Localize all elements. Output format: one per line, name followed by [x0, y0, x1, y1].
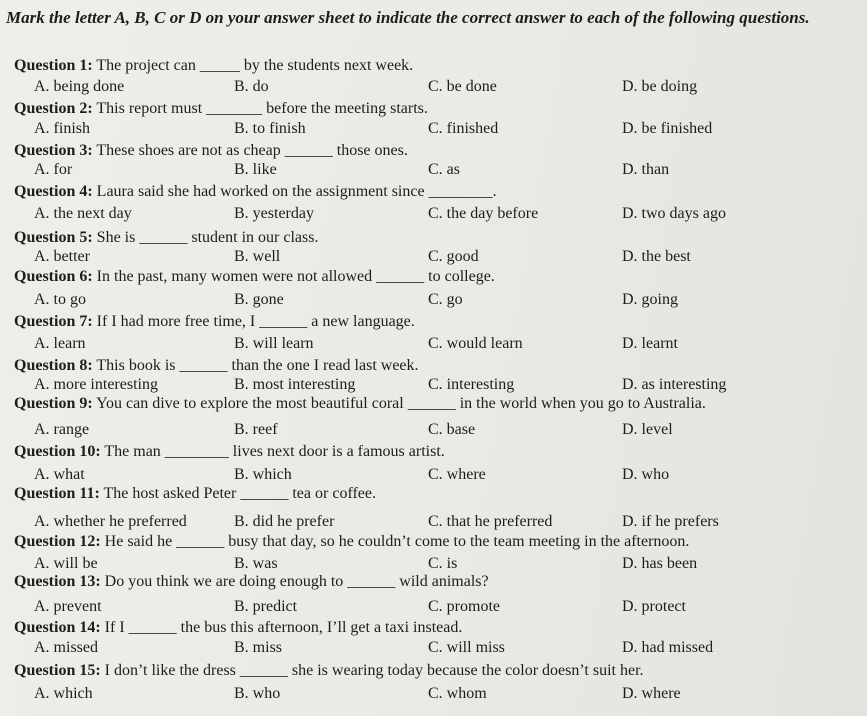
- question-10-option-c[interactable]: C. where: [428, 466, 486, 483]
- question-2-option-a[interactable]: A. finish: [34, 120, 90, 137]
- question-2-option-c[interactable]: C. finished: [428, 120, 499, 137]
- question-9-option-b[interactable]: B. reef: [234, 421, 278, 438]
- question-4-label: Question 4:: [14, 183, 93, 200]
- question-14-option-a[interactable]: A. missed: [34, 639, 98, 656]
- question-4-option-d[interactable]: D. two days ago: [622, 205, 726, 222]
- question-1-label: Question 1:: [14, 57, 93, 74]
- question-1: [14, 57, 413, 75]
- question-14-label: Question 14:: [14, 619, 101, 636]
- question-11: [14, 485, 376, 503]
- question-9-option-a[interactable]: A. range: [34, 421, 90, 438]
- question-5-option-c[interactable]: C. good: [428, 248, 479, 265]
- question-8-option-c[interactable]: C. interesting: [428, 376, 515, 393]
- question-6: [14, 268, 495, 286]
- question-13: [14, 573, 489, 591]
- question-1-option-d[interactable]: D. be doing: [622, 78, 698, 95]
- question-15-option-b[interactable]: B. who: [234, 685, 281, 702]
- question-12-option-b[interactable]: B. was: [234, 555, 278, 572]
- question-10: [14, 443, 445, 461]
- question-13-text: Do you think we are doing enough to ______ wild animals?: [100, 573, 489, 590]
- question-7-option-c[interactable]: C. would learn: [428, 335, 523, 352]
- question-14-option-d[interactable]: D. had missed: [622, 639, 714, 656]
- question-15: [14, 662, 644, 680]
- question-7-option-b[interactable]: B. will learn: [234, 335, 314, 352]
- question-3-option-d[interactable]: D. than: [622, 161, 670, 178]
- question-9: [14, 395, 706, 413]
- question-10-option-b[interactable]: B. which: [234, 466, 292, 483]
- question-8-option-b[interactable]: B. most interesting: [234, 376, 356, 393]
- question-8-text: This book is ______ than the one I read last week.: [92, 357, 419, 374]
- question-14: [14, 619, 462, 637]
- question-1-text: The project can _____ by the students next week.: [92, 57, 414, 74]
- question-2-label: Question 2:: [14, 100, 93, 117]
- question-7-option-d[interactable]: D. learnt: [622, 335, 678, 352]
- question-8: [14, 357, 419, 375]
- question-6-text: In the past, many women were not allowed ______ to college.: [92, 268, 495, 285]
- question-3-text: These shoes are not as cheap ______ those ones.: [92, 142, 408, 159]
- question-10-option-a[interactable]: A. what: [34, 466, 85, 483]
- question-13-label: Question 13:: [14, 573, 101, 590]
- question-11-option-b[interactable]: B. did he prefer: [234, 513, 335, 530]
- instructions: Mark the letter A, B, C or D on your answer sheet to indicate the correct answer to each of the following questions.: [6, 8, 810, 27]
- question-11-text: The host asked Peter ______ tea or coffee.: [99, 485, 377, 502]
- question-14-text: If I ______ the bus this afternoon, I’ll get a taxi instead.: [100, 619, 463, 636]
- question-2-option-d[interactable]: D. be finished: [622, 120, 713, 137]
- question-15-option-a[interactable]: A. which: [34, 685, 93, 702]
- question-6-option-a[interactable]: A. to go: [34, 291, 86, 308]
- question-13-option-a[interactable]: A. prevent: [34, 598, 102, 615]
- question-6-option-c[interactable]: C. go: [428, 291, 463, 308]
- question-9-text: You can dive to explore the most beautiful coral ______ in the world when you go to Australia.: [92, 395, 706, 412]
- question-7-label: Question 7:: [14, 313, 93, 330]
- question-4-option-a[interactable]: A. the next day: [34, 205, 132, 222]
- question-15-option-d[interactable]: D. where: [622, 685, 681, 702]
- question-5-option-b[interactable]: B. well: [234, 248, 281, 265]
- question-1-option-c[interactable]: C. be done: [428, 78, 497, 95]
- question-11-label: Question 11:: [14, 485, 100, 502]
- question-9-option-c[interactable]: C. base: [428, 421, 476, 438]
- question-9-label: Question 9:: [14, 395, 93, 412]
- question-3: [14, 142, 408, 160]
- question-12-option-d[interactable]: D. has been: [622, 555, 698, 572]
- question-10-option-d[interactable]: D. who: [622, 466, 670, 483]
- question-12-label: Question 12:: [14, 533, 101, 550]
- question-5-option-d[interactable]: D. the best: [622, 248, 691, 265]
- question-13-option-c[interactable]: C. promote: [428, 598, 500, 615]
- question-5-text: She is ______ student in our class.: [92, 229, 319, 246]
- question-5-label: Question 5:: [14, 229, 93, 246]
- question-15-option-c[interactable]: C. whom: [428, 685, 487, 702]
- question-7: [14, 313, 415, 331]
- question-13-option-b[interactable]: B. predict: [234, 598, 298, 615]
- question-9-option-d[interactable]: D. level: [622, 421, 673, 438]
- question-11-option-d[interactable]: D. if he prefers: [622, 513, 719, 530]
- question-8-option-d[interactable]: D. as interesting: [622, 376, 727, 393]
- question-11-option-a[interactable]: A. whether he preferred: [34, 513, 187, 530]
- question-7-option-a[interactable]: A. learn: [34, 335, 86, 352]
- question-2-option-b[interactable]: B. to finish: [234, 120, 306, 137]
- question-4-option-c[interactable]: C. the day before: [428, 205, 539, 222]
- question-7-text: If I had more free time, I ______ a new language.: [92, 313, 415, 330]
- question-12-option-c[interactable]: C. is: [428, 555, 458, 572]
- question-3-option-a[interactable]: A. for: [34, 161, 73, 178]
- question-3-option-c[interactable]: C. as: [428, 161, 460, 178]
- question-12-text: He said he ______ busy that day, so he couldn’t come to the team meeting in the afternoon.: [100, 533, 690, 550]
- question-6-option-d[interactable]: D. going: [622, 291, 678, 308]
- question-2: [14, 100, 428, 118]
- question-12: [14, 533, 689, 551]
- question-13-option-d[interactable]: D. protect: [622, 598, 686, 615]
- question-3-label: Question 3:: [14, 142, 93, 159]
- question-10-label: Question 10:: [14, 443, 101, 460]
- question-5-option-a[interactable]: A. better: [34, 248, 90, 265]
- question-1-option-b[interactable]: B. do: [234, 78, 269, 95]
- question-2-text: This report must _______ before the meeting starts.: [92, 100, 428, 117]
- question-15-label: Question 15:: [14, 662, 101, 679]
- question-14-option-c[interactable]: C. will miss: [428, 639, 505, 656]
- question-11-option-c[interactable]: C. that he preferred: [428, 513, 553, 530]
- question-8-option-a[interactable]: A. more interesting: [34, 376, 158, 393]
- question-4-text: Laura said she had worked on the assignment since ________.: [92, 183, 497, 200]
- question-4-option-b[interactable]: B. yesterday: [234, 205, 314, 222]
- question-1-option-a[interactable]: A. being done: [34, 78, 125, 95]
- question-12-option-a[interactable]: A. will be: [34, 555, 98, 572]
- question-14-option-b[interactable]: B. miss: [234, 639, 283, 656]
- question-3-option-b[interactable]: B. like: [234, 161, 277, 178]
- question-6-option-b[interactable]: B. gone: [234, 291, 284, 308]
- question-8-label: Question 8:: [14, 357, 93, 374]
- question-4: [14, 183, 497, 201]
- question-10-text: The man ________ lives next door is a famous artist.: [100, 443, 445, 460]
- question-5: [14, 229, 318, 247]
- question-6-label: Question 6:: [14, 268, 93, 285]
- question-15-text: I don’t like the dress ______ she is wearing today because the color doesn’t suit her.: [100, 662, 644, 679]
